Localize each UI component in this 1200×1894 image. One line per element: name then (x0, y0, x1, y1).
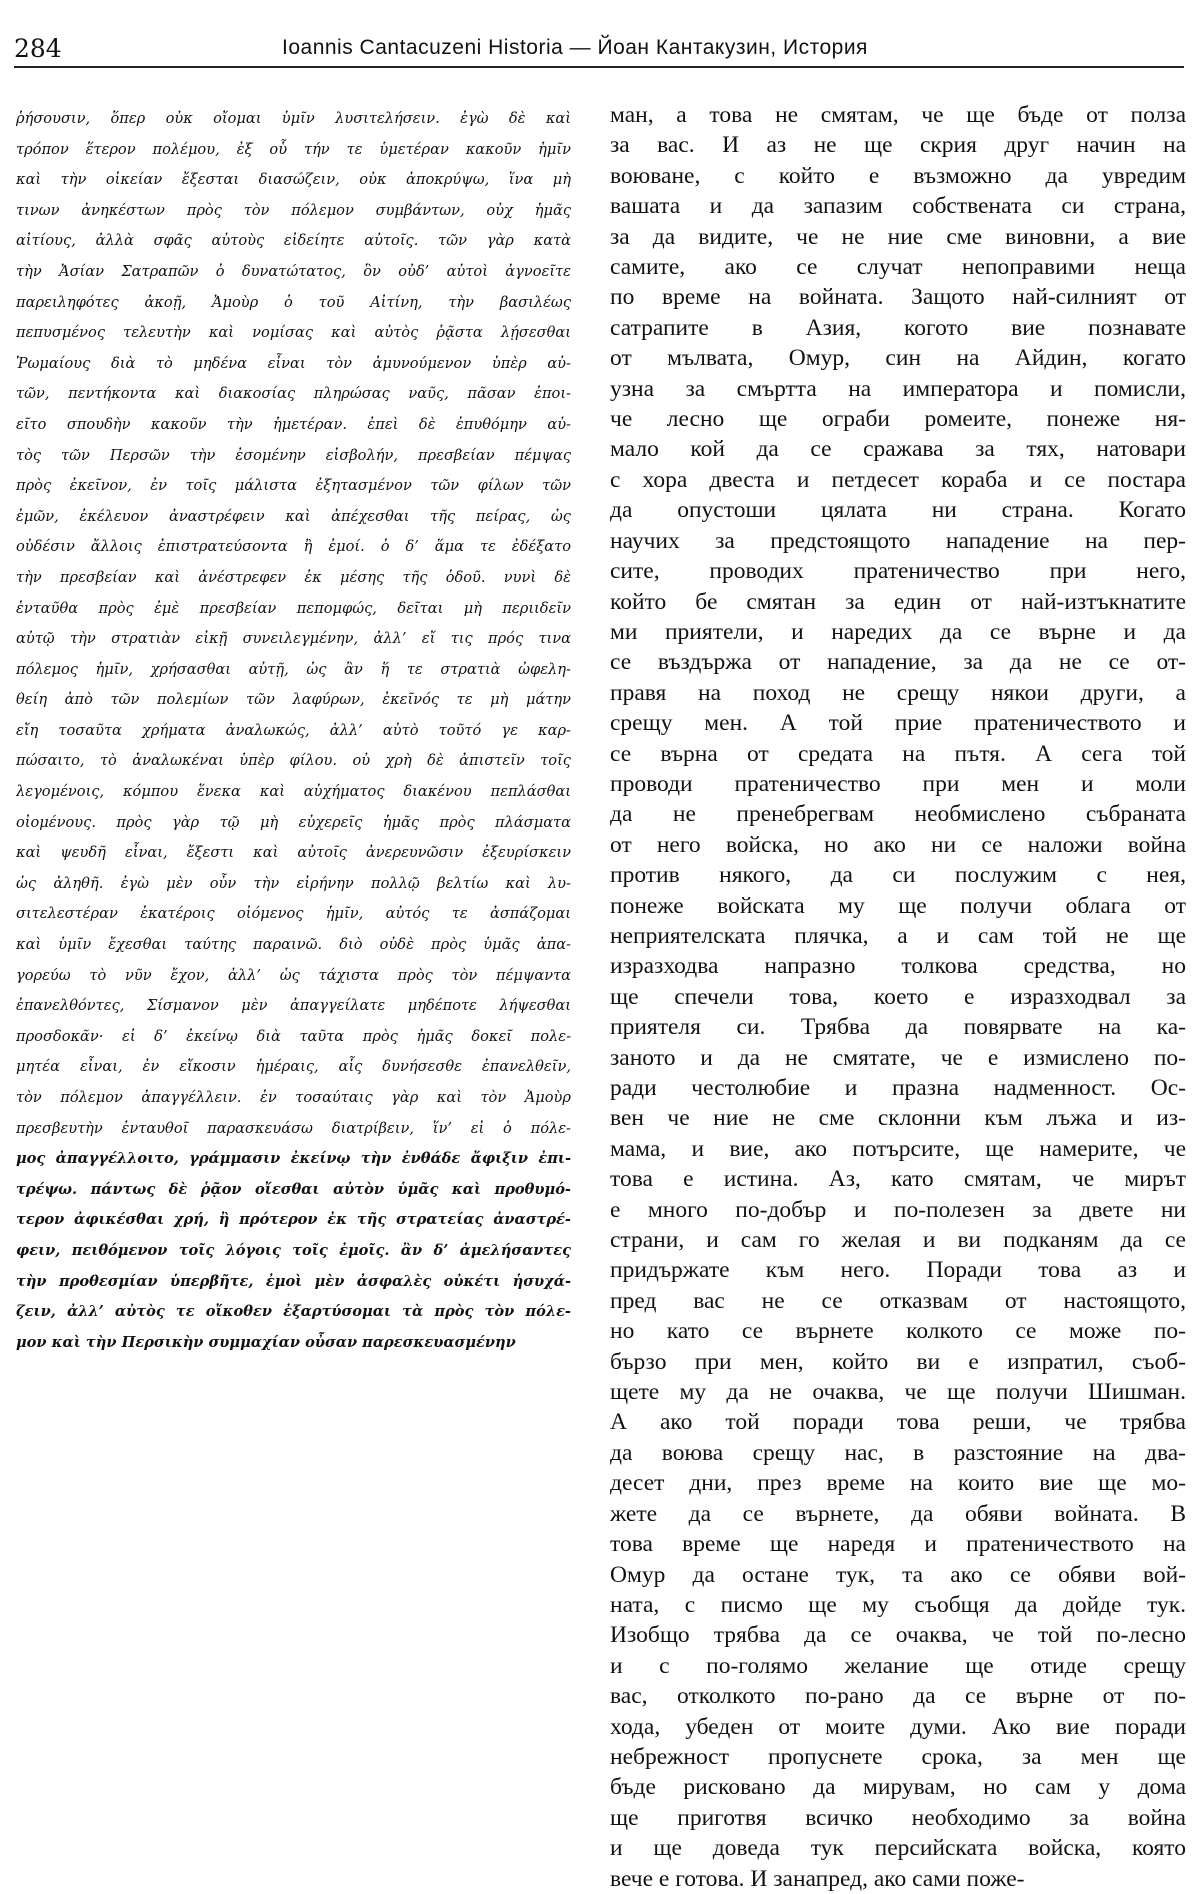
text-line: заното и да не смятате, че е измислено по- (610, 1044, 1186, 1071)
text-line: вече е готова. И занапред, ако сами поже- (610, 1865, 1025, 1892)
text-line: сатрапите в Азия, когото вие познавате (610, 314, 1186, 341)
text-line: научих за предстоящото нападение на пер- (610, 527, 1186, 554)
text-line: πώσαιτο, τὸ ἀναλωκέναι ὑπὲρ φίλου. οὐ χρὴ δὲ ἀπιστεῖν τοῖς (16, 752, 571, 770)
text-line: ради честолюбие и празна надменност. Ос- (610, 1075, 1186, 1101)
text-line: ῥήσουσιν, ὅπερ οὐκ οἴομαι ὑμῖν λυσιτελήσειν. ἐγὼ δὲ καὶ (16, 110, 571, 127)
text-line: παρειληφότες ἀκοῇ, Ἀμοὺρ ὁ τοῦ Αἰτίνη, τὴν βασιλέως (16, 293, 571, 311)
text-line: ми приятели, и наредих да се върне и да (610, 618, 1186, 645)
text-line: καὶ τὴν οἰκείαν ἔξεσται διασώζειν, οὐκ ἀποκρύψω, ἵνα μὴ (16, 171, 571, 189)
bulgarian-translation-column (610, 100, 1186, 1894)
text-line: срещу мен. А той прие пратеничеството и (610, 710, 1186, 737)
text-line: Омур да остане тук, та ако се обяви вой- (610, 1561, 1186, 1588)
text-line: τὴν Ἀσίαν Σατραπῶν ὁ δυνατώτατος, ὃν οὐδ’ αὐτοὶ ἀγνοεῖτε (16, 262, 571, 280)
text-line: τῶν, πεντήκοντα καὶ διακοσίας πληρώσας ναῦς, πᾶσαν ἐποι- (16, 385, 571, 403)
text-line: μητέα εἶναι, ἐν εἴκοσιν ἡμέραις, αἷς δυνήσεσθε ἐπανελθεῖν, (16, 1058, 571, 1076)
text-line: жете да се върнете, да обяви войната. В (610, 1500, 1186, 1527)
text-line: ман, а това не смятам, че ще бъде от полза (610, 102, 1186, 128)
text-line: γορεύω τὸ νῦν ἔχον, ἀλλ’ ὡς τάχιστα πρὸς τὸν πέμψαντα (16, 966, 571, 984)
text-line: и ще доведа тук персийската войска, която (610, 1835, 1186, 1862)
text-line: мало кой да се сражава за тях, натовари (610, 436, 1186, 463)
text-line: вас, отколкото по-рано да се върне от по- (610, 1683, 1186, 1710)
text-line: се върна от средата на пътя. А сега той (610, 740, 1186, 767)
text-line: φειν, πειθόμενον τοῖς λόγοις τοῖς ἐμοῖς. ἂν δ’ ἀμελήσαντες (16, 1241, 571, 1259)
text-line: щете му да не очаква, че ще получи Шишман. (610, 1379, 1186, 1406)
text-line: проводи пратеничество при мен и моли (610, 770, 1186, 797)
text-line: по време на войната. Защото най-силният от (610, 284, 1186, 311)
text-line: приятеля си. Трябва да повярвате на ка- (610, 1014, 1186, 1041)
text-line: ната, с писмо ще му съобщя да дойде тук. (610, 1591, 1186, 1618)
text-line: τὸς τῶν Περσῶν τὴν ἐσομένην εἰσβολήν, πρεσβείαν πέμψας (16, 446, 571, 464)
text-line: узна за смъртта на императора и помисли, (610, 375, 1186, 402)
text-line: Ῥωμαίους διὰ τὸ μηδένα εἶναι τὸν ἀμυνούμενον ὑπὲρ αὐ- (16, 354, 571, 372)
text-line: че лесно ще ограби ромеите, понеже ня- (610, 406, 1186, 433)
text-line: τρέψω. πάντως δὲ ῥᾷον οἴεσθαι αὐτὸν ὑμᾶς καὶ προθυμό- (16, 1180, 571, 1198)
text-line: е много по-добър и по-полезен за двете ни (610, 1196, 1186, 1223)
text-line: πρὸς ἐκεῖνον, ἐν τοῖς μάλιστα ἐξητασμένον τῶν φίλων τῶν (16, 477, 571, 495)
greek-text-column (16, 104, 571, 1358)
text-line: θείη ἀπὸ τῶν πολεμίων τῶν λαφύρων, ἐκεῖνός τε μὴ μάτην (16, 691, 571, 709)
text-line: πρεσβευτὴν ἐνταυθοῖ παρασκευάσω διατρίβειν, ἵν’ εἰ ὁ πόλε- (16, 1119, 571, 1137)
text-line: ще спечели това, което е изразходвал за (610, 983, 1186, 1010)
text-line: вен че ние не сме склонни към лъжа и из- (610, 1105, 1186, 1132)
text-line: ζειν, ἀλλ’ αὐτὸς τε οἴκοθεν ἐξαρτύσομαι τὰ πρὸς τὸν πόλε- (16, 1303, 571, 1321)
text-line: хода, убеден от моите думи. Ако вие поради (610, 1713, 1186, 1740)
text-line: това време ще наредя и пратеничеството на (610, 1531, 1186, 1558)
text-line: εἴη τοσαῦτα χρήματα ἀναλωκώς, ἀλλ’ αὐτὸ τοῦτό γε καρ- (16, 721, 571, 739)
text-line: и с по-голямо желание ще отиде срещу (610, 1652, 1186, 1679)
text-line: да воюва срещу нас, в разстояние на два- (610, 1439, 1186, 1466)
text-line: μον καὶ τὴν Περσικὴν συμμαχίαν οὖσαν παρεσκευασμένην (16, 1333, 516, 1351)
text-line: сите, проводих пратеничество при него, (610, 558, 1186, 585)
text-line: пред вас не се отказвам от настоящото, (610, 1287, 1186, 1314)
text-line: воюване, с който е възможно да увредим (610, 162, 1186, 189)
text-line: се въздържа от нападение, за да не се от- (610, 649, 1186, 676)
text-line: οὐδέσιν ἄλλοις ἐπιστρατεύσοντα ἢ ἐμοί. ὁ δ’ ἅμα τε ἐδέξατο (16, 538, 571, 556)
text-line: придържате към него. Поради това аз и (610, 1257, 1186, 1284)
text-line: да опустоши цялата ни страна. Когато (610, 497, 1186, 524)
text-line: за да видите, че не ние сме виновни, а вие (610, 223, 1186, 250)
text-line: понеже войската му ще получи облага от (610, 892, 1186, 919)
text-line: десет дни, през време на които вие ще мо- (610, 1470, 1186, 1497)
text-line: самите, ако се случат непоправими неща (610, 254, 1186, 281)
text-line: вашата и да запазим собствената си страна, (610, 193, 1186, 220)
text-line: τὸν πόλεμον ἀπαγγέλλειν. ἐν τοσαύταις γὰρ καὶ τὸν Ἀμοὺρ (16, 1089, 571, 1106)
text-line: ἐπανελθόντες, Σίσμανον μὲν ἀπαγγείλατε μηδέποτε λήψεσθαι (16, 997, 571, 1015)
text-line: но като се върнете колкото се може по- (610, 1318, 1186, 1345)
text-line: бъде рисковано да мирувам, но сам у дома (610, 1774, 1186, 1801)
text-line: правя на поход не срещу някои други, а (610, 679, 1186, 706)
text-line: αἰτίους, ἀλλὰ σφᾶς αὐτοὺς εἰδείητε αὐτοῖς. τῶν γὰρ κατὰ (16, 232, 571, 250)
text-line: страни, и сам го желая и ви подканям да се (610, 1227, 1186, 1254)
text-line: Изобщо трябва да се очаква, че той по-лесно (610, 1622, 1186, 1649)
text-line: προσδοκᾶν· εἰ δ’ ἐκείνῳ διὰ ταῦτα πρὸς ἡμᾶς δοκεῖ πολε- (16, 1027, 571, 1045)
text-line: за вас. И аз не ще скрия друг начин на (610, 132, 1186, 159)
text-line: λεγομένοις, κόμπου ἕνεκα καὶ αὐχήματος διακένου πεπλάσθαι (16, 783, 571, 801)
text-line: бързо при мен, който ви е изпратил, съоб- (610, 1348, 1186, 1375)
text-line: ще приготвя всичко необходимо за война (610, 1804, 1186, 1831)
text-line: μος ἀπαγγέλλοιτο, γράμμασιν ἐκείνῳ τὴν ἐνθάδε ἄφιξιν ἐπι- (16, 1150, 571, 1168)
text-line: да не пренебрегвам необмислено събраната (610, 801, 1186, 828)
text-line: от него войска, но ако ни се наложи война (610, 831, 1186, 858)
text-line: това е истина. Аз, като смятам, че мирът (610, 1166, 1186, 1193)
page-number: 284 (14, 34, 62, 63)
text-line: εῖτο σπουδὴν κακοῦν τὴν ἡμετέραν. ἐπεὶ δὲ ἐπυθόμην αὐ- (16, 415, 571, 433)
text-line: τινων ἀνηκέστων πρὸς τὸν πόλεμον συμβάντων, οὐχ ἡμᾶς (16, 201, 571, 219)
text-line: τὴν προθεσμίαν ὑπερβῆτε, ἐμοὶ μὲν ἀσφαλὲς οὐκέτι ἡσυχά- (16, 1272, 571, 1290)
text-line: който бе смятан за един от най-изтъкнатите (610, 588, 1186, 615)
text-line: αὐτῷ τὴν στρατιὰν εἰκῇ συνειλεγμένην, ἀλλ’ εἴ τις πρός τινα (16, 630, 571, 648)
text-line: καὶ ψευδῆ εἶναι, ἔξεστι καὶ αὐτοῖς ἀνερευνῶσιν ἐξευρίσκειν (16, 844, 571, 862)
text-line: А ако той поради това реши, че трябва (610, 1409, 1186, 1436)
text-line: с хора двеста и петдесет кораба и се постара (610, 466, 1186, 493)
running-title: Ioannis Cantacuzeni Historia — Йоан Кантакузин, История (282, 36, 868, 59)
text-line: неприятелската плячка, а и сам той не ще (610, 922, 1186, 949)
text-line: τερον ἀφικέσθαι χρή, ἢ πρότερον ἐκ τῆς στρατείας ἀναστρέ- (16, 1211, 571, 1229)
text-line: σιτελεστέραν ἑκατέροις οἰόμενος ἡμῖν, αὐτός τε ἀσπάζομαι (16, 905, 571, 923)
text-line: ἐμῶν, ἐκέλευον ἀναστρέφειν καὶ ἀπέχεσθαι τῆς πείρας, ὡς (16, 507, 571, 525)
text-line: ὡς ἀληθῆ. ἐγὼ μὲν οὖν τὴν εἰρήνην πολλῷ βελτίω καὶ λυ- (16, 874, 571, 892)
text-line: от мълвата, Омур, син на Айдин, когато (610, 345, 1186, 372)
text-line: οἰομένους. πρὸς γὰρ τῷ μὴ εὐχερεῖς ἡμᾶς πρὸς πλάσματα (16, 813, 571, 831)
text-line: изразходва напразно толкова средства, но (610, 953, 1186, 980)
text-line: καὶ ὑμῖν ἔχεσθαι ταύτης παραινῶ. διὸ οὐδὲ πρὸς ὑμᾶς ἀπα- (16, 936, 571, 954)
text-line: πόλεμος ἡμῖν, χρήσασθαι αὐτῇ, ὡς ἂν ἥ τε στρατιὰ ὠφελη- (16, 660, 571, 678)
text-line: πεπυσμένος τελευτὴν καὶ νομίσας καὶ αὐτὸς ῥᾷστα λῄσεσθαι (16, 324, 571, 342)
text-line: против някого, да си послужим с нея, (610, 862, 1186, 889)
page-header (14, 26, 1184, 68)
text-line: небрежност пропуснете срока, за мен ще (610, 1743, 1186, 1770)
text-line: мама, и вие, ако потърсите, ще намерите, че (610, 1135, 1186, 1162)
text-line: τρόπον ἕτερον πολέμου, ἐξ οὗ τήν τε ὑμετέραν κακοῦν ἡμῖν (16, 140, 571, 158)
text-line: τὴν πρεσβείαν καὶ ἀνέστρεφεν ἐκ μέσης τῆς ὁδοῦ. νυνὶ δὲ (16, 568, 571, 586)
text-line: ἐνταῦθα πρὸς ἐμὲ πρεσβείαν πεπομφώς, δεῖται μὴ περιιδεῖν (16, 599, 571, 617)
